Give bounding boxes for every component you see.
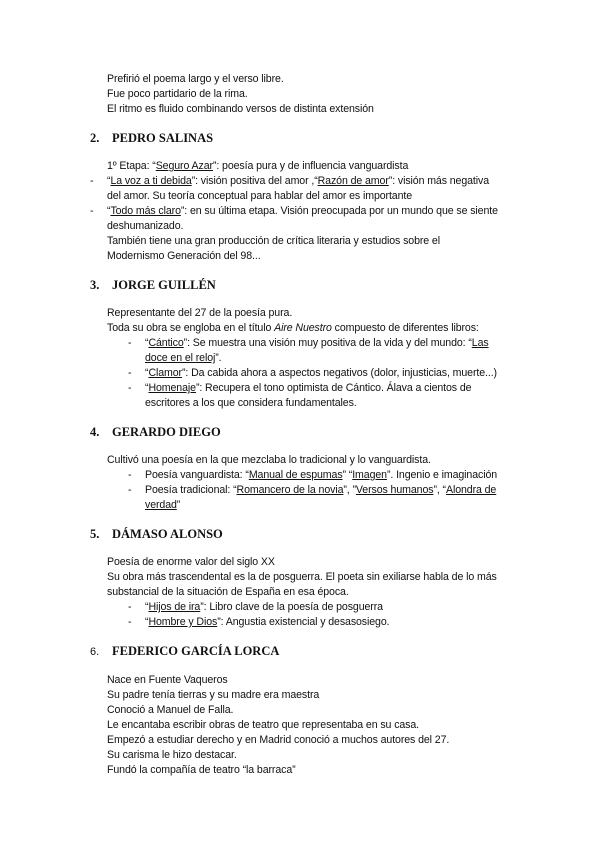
text: ”: Recupera el tono optimista de Cántico. Álava a cientos de (195, 382, 472, 394)
heading-number: 2. (90, 131, 100, 145)
text: ”: poesía pura y de influencia vanguardista (212, 160, 409, 172)
link-las-doce-en-el-reloj[interactable]: Las (471, 337, 489, 349)
link-la-voz-a-ti-debida[interactable]: La voz a ti debida (110, 175, 192, 187)
link-versos-humanos[interactable]: Versos humanos (355, 484, 434, 496)
heading-number: 5. (90, 527, 100, 541)
diego-bullet-2-cont (145, 498, 180, 512)
damaso-bullet-1 (145, 600, 383, 614)
bullet-marker: - (128, 367, 132, 379)
text: ”. (215, 352, 222, 364)
lorca-line-2: Su padre tenía tierras y su madre era maestra (107, 689, 320, 701)
salinas-line-1 (107, 159, 408, 173)
damaso-line-1: Poesía de enorme valor del siglo XX (107, 556, 275, 568)
text: “ (145, 367, 149, 379)
heading-gerardo-diego (90, 425, 221, 440)
link-hombre-y-dios[interactable]: Hombre y Dios (148, 616, 218, 628)
guillen-bullet-3-cont: escritores a los que considera fundamentales. (145, 397, 357, 409)
guillen-line-1: Representante del 27 de la poesía pura. (107, 307, 293, 319)
bullet-marker: - (128, 469, 132, 481)
link-seguro-azar[interactable]: Seguro Azar (155, 160, 213, 172)
italic-title: Aire Nuestro (274, 322, 332, 334)
link-manual-de-espumas[interactable]: Manual de espumas (248, 469, 343, 481)
guillen-bullet-2 (145, 366, 497, 380)
bullet-marker: - (128, 382, 132, 394)
damaso-bullet-2 (145, 615, 389, 629)
lorca-line-5: Empezó a estudiar derecho y en Madrid conoció a muchos autores del 27. (107, 734, 450, 746)
intro-line-3: El ritmo es fluido combinando versos de distinta extensión (107, 103, 374, 115)
lorca-line-1: Nace en Fuente Vaqueros (107, 674, 228, 686)
heading-title: JORGE GUILLÉN (112, 278, 216, 292)
damaso-line-2: Su obra más trascendental es la de posguerra. El poeta sin exiliarse habla de lo más (107, 571, 497, 583)
dash-marker: - (90, 175, 94, 187)
heading-number: 3. (90, 278, 100, 292)
heading-number: 4. (90, 425, 100, 439)
text: ” (176, 499, 181, 511)
link-cantico[interactable]: Cántico (148, 337, 184, 349)
text: compuesto de diferentes libros: (331, 322, 479, 334)
heading-title: GERARDO DIEGO (112, 425, 221, 439)
salinas-line-4 (107, 204, 498, 218)
text: ”: Da cabida ahora a aspectos negativos (dolor, injusticias, muerte...) (181, 367, 497, 379)
heading-federico-garcia-lorca (90, 644, 279, 659)
intro-line-1: Prefirió el poema largo y el verso libre. (107, 73, 284, 85)
text: Toda su obra se engloba en el título (107, 322, 275, 334)
link-alondra-de-verdad[interactable]: Alondra de (445, 484, 497, 496)
guillen-bullet-1-cont (145, 351, 222, 365)
text: ” “ (342, 469, 353, 481)
text: ”: Libro clave de la poesía de posguerra (200, 601, 383, 613)
text: ”. Ingenio e imaginación (386, 469, 498, 481)
text: ”, “ (433, 484, 446, 496)
salinas-line-2 (107, 174, 489, 188)
text: “ (107, 175, 111, 187)
heading-jorge-guillen (90, 278, 216, 293)
salinas-line-3: del amor. Su teoría conceptual para hablar del amor es importante (107, 190, 413, 202)
text: Poesía vanguardista: “ (145, 469, 249, 481)
lorca-line-6: Su carisma le hizo destacar. (107, 749, 237, 761)
dash-marker: - (90, 205, 94, 217)
text: “ (107, 205, 111, 217)
guillen-line-2 (107, 321, 479, 335)
text: ”: Angustia existencial y desasosiego. (217, 616, 390, 628)
intro-line-2: Fue poco partidario de la rima. (107, 88, 248, 100)
text: “ (145, 601, 149, 613)
link-hijos-de-ira[interactable]: Hijos de ira (148, 601, 201, 613)
text: ”: visión positiva del amor ,“ (191, 175, 318, 187)
salinas-line-7: Modernismo Generación del 98... (107, 250, 261, 262)
lorca-line-7: Fundó la compañía de teatro “la barraca” (107, 764, 296, 776)
diego-line-1: Cultivó una poesía en la que mezclaba lo tradicional y lo vanguardista. (107, 454, 431, 466)
guillen-bullet-1 (145, 336, 489, 350)
damaso-line-3: substancial de la situación de España en esa época. (107, 586, 349, 598)
text: ”: en su última etapa. Visión preocupada por un mundo que se siente (180, 205, 498, 217)
text: “ (145, 616, 149, 628)
text: 1º Etapa: “ (107, 160, 156, 172)
guillen-bullet-3 (145, 381, 471, 395)
text: “ (145, 382, 149, 394)
text: ”: Se muestra una visión muy positiva de la vida y del mundo: “ (183, 337, 472, 349)
diego-bullet-1 (145, 468, 497, 482)
link-las-doce-en-el-reloj-cont[interactable]: doce en el reloj (145, 352, 216, 364)
salinas-line-5: deshumanizado. (107, 220, 184, 232)
heading-pedro-salinas (90, 131, 213, 146)
diego-bullet-2 (145, 483, 496, 497)
heading-title: PEDRO SALINAS (112, 131, 214, 145)
bullet-marker: - (128, 337, 132, 349)
bullet-marker: - (128, 601, 132, 613)
text: ”: visión más negativa (388, 175, 490, 187)
heading-damaso-alonso (90, 527, 223, 542)
link-todo-mas-claro[interactable]: Todo más claro (110, 205, 181, 217)
heading-title: DÁMASO ALONSO (112, 527, 223, 541)
bullet-marker: - (128, 484, 132, 496)
link-imagen[interactable]: Imagen (352, 469, 387, 481)
link-clamor[interactable]: Clamor (148, 367, 182, 379)
salinas-line-6: También tiene una gran producción de crítica literaria y estudios sobre el (107, 235, 440, 247)
text: Poesía tradicional: “ (145, 484, 237, 496)
lorca-line-4: Le encantaba escribir obras de teatro que representaba en su casa. (107, 719, 420, 731)
heading-title: FEDERICO GARCÍA LORCA (112, 644, 280, 658)
text: ”, ” (343, 484, 356, 496)
text: “ (145, 337, 149, 349)
link-romancero-de-la-novia[interactable]: Romancero de la novia (236, 484, 344, 496)
link-razon-de-amor[interactable]: Razón de amor (317, 175, 389, 187)
link-homenaje[interactable]: Homenaje (148, 382, 196, 394)
bullet-marker: - (128, 616, 132, 628)
lorca-line-3: Conoció a Manuel de Falla. (107, 704, 234, 716)
heading-number: 6. (90, 646, 100, 658)
link-alondra-de-verdad-cont[interactable]: verdad (145, 499, 177, 511)
